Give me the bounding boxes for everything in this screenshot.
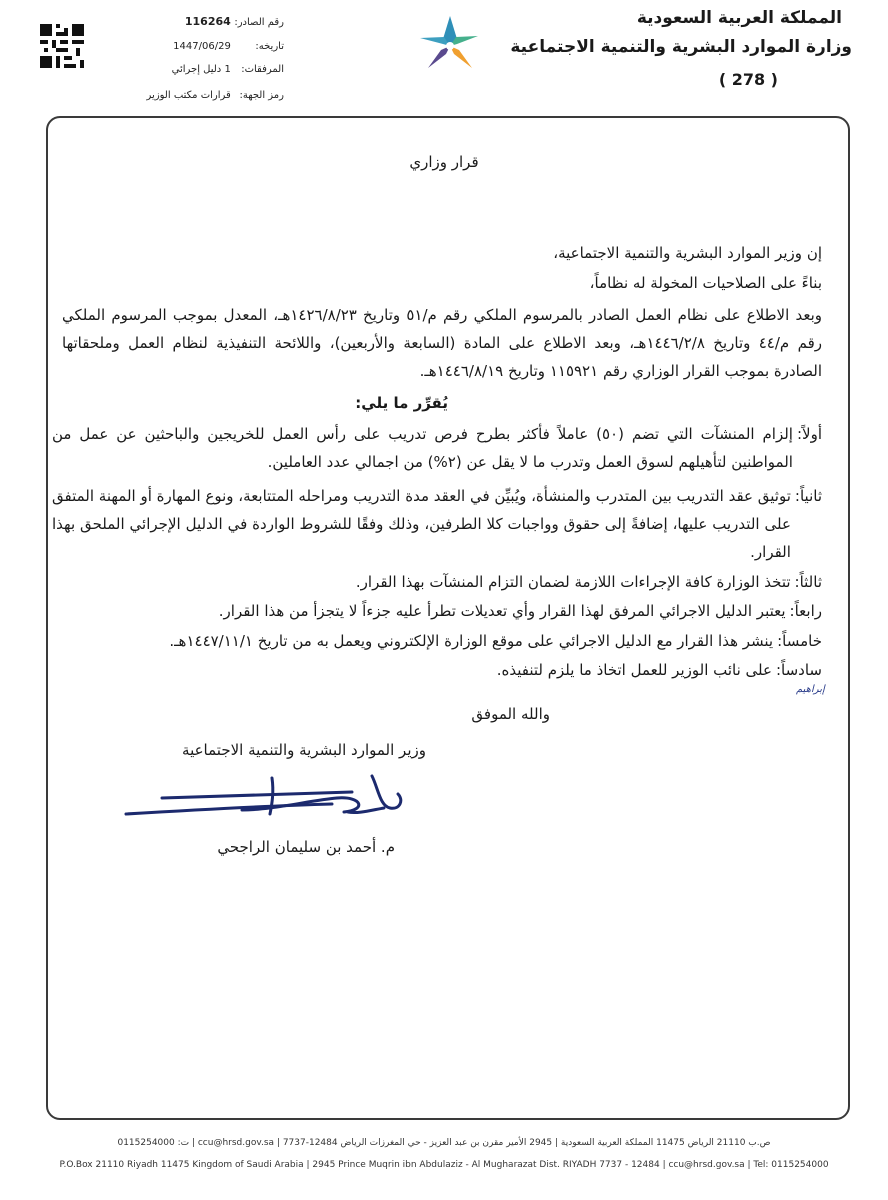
meta-value: 1447/06/29	[173, 41, 231, 52]
signature-stroke	[162, 792, 352, 798]
meta-value: قرارات مكتب الوزير	[146, 90, 231, 101]
clause-fourth	[52, 597, 822, 625]
qr-code-icon[interactable]	[40, 24, 84, 68]
signature-icon	[122, 770, 422, 830]
ministry-logo-icon	[404, 14, 496, 80]
meta-entity-code	[147, 90, 284, 101]
clause-label: ثالثاً:	[794, 573, 822, 591]
meta-date	[173, 41, 284, 52]
preamble-minister: إن وزير الموارد البشرية والتنمية الاجتماعية،	[553, 244, 822, 262]
signatory-title: وزير الموارد البشرية والتنمية الاجتماعية	[182, 741, 426, 759]
signature-stroke	[372, 776, 401, 808]
clause-text: توثيق عقد التدريب بين المتدرب والمنشأة، ويُبيِّن في العقد مدة التدريب ومراحله المتتابعة، ونوع المهارة أو المهنة المتفق على التدريب عليها، إضافةً إلى حقوق وواجبات كلا الطرفين، وذلك وفقًا للشروط الواردة في الدليل الإجرائي الملحق بهذا القرار.	[52, 487, 791, 561]
clause-text: تتخذ الوزارة كافة الإجراءات اللازمة لضمان التزام المنشآت بهذا القرار.	[355, 573, 791, 591]
document-number: ( 278 )	[718, 70, 778, 89]
meta-outgoing-number	[185, 15, 284, 28]
signature-stroke	[126, 804, 332, 814]
clause-label: رابعاً:	[789, 602, 822, 620]
kingdom-title: المملكة العربية السعودية	[636, 8, 842, 28]
meta-attachments	[172, 64, 284, 75]
preamble-authority: بناءً على الصلاحيات المخولة له نظاماً،	[589, 274, 822, 292]
clause-text: على نائب الوزير للعمل اتخاذ ما يلزم لتنفيذه.	[496, 661, 772, 679]
clause-label: ثانياً:	[794, 487, 822, 505]
clause-label: خامساً:	[777, 632, 822, 650]
meta-label: المرفقات:	[241, 64, 284, 75]
clause-text: إلزام المنشآت التي تضم (٥٠) عاملاً فأكثر بطرح فرص تدريب على رأس العمل للخريجين والباحثين عن عمل من المواطنين لتأهيلهم لسوق العمل وتدرب ما لا يقل عن (٢%) من اجمالي عدد العاملين.	[52, 425, 793, 471]
meta-value: 116264	[184, 15, 231, 28]
clause-text: يعتبر الدليل الاجرائي المرفق لهذا القرار وأي تعديلات تطرأ عليه جزءاً لا يتجزأ من هذا القرار.	[218, 602, 786, 620]
clause-third	[52, 568, 822, 596]
meta-label: رقم الصادر:	[234, 17, 284, 28]
ministry-title: وزارة الموارد البشرية والتنمية الاجتماعية	[510, 37, 852, 57]
logo-center	[446, 42, 454, 50]
logo-petal	[450, 46, 472, 68]
handwritten-initials: إبراهيم	[796, 684, 825, 695]
clause-second	[52, 482, 822, 566]
clause-fifth	[52, 627, 822, 655]
clause-first	[52, 420, 822, 476]
clause-label: أولاً:	[796, 425, 822, 443]
footer-address-english: P.O.Box 21110 Riyadh 11475 Kingdom of Saudi Arabia | 2945 Prince Muqrin ibn Abdulaziz - Al Mugharazat Dist. RIYADH 7737 - 12484 | ccu@hrsd.gov.sa | Tel: 0115254000	[59, 1160, 829, 1170]
meta-label: تاريخه:	[255, 41, 284, 52]
document-title: قرار وزاري	[409, 153, 479, 171]
clause-text: ينشر هذا القرار مع الدليل الاجرائي على موقع الوزارة الإلكتروني ويعمل به من تاريخ ١٤٤٧/١١/١هـ.	[169, 632, 774, 650]
meta-label: رمز الجهة:	[239, 90, 284, 101]
preamble-references: وبعد الاطلاع على نظام العمل الصادر بالمرسوم الملكي رقم م/٥١ وتاريخ ١٤٢٦/٨/٢٣هـ، المعدل بموجب المرسوم الملكي رقم م/٤٤ وتاريخ ١٤٤٦/٢/٨هـ، وبعد الاطلاع على المادة (السابعة والأربعين)، واللائحة التنفيذية لنظام العمل وملحقاتها الصادرة بموجب القرار الوزاري رقم ١١٥٩٢١ وتاريخ ١٤٤٦/٨/١٩هـ.	[62, 306, 822, 380]
footer-address-arabic: ص.ب 21110 الرياض 11475 المملكة العربية السعودية | 2945 الأمير مقرن بن عبد العزيز - حي المغرزات الرياض 12484-7737 | ccu@hrsd.gov.sa | ت: 0115254000	[117, 1138, 771, 1148]
logo-petal	[428, 46, 450, 68]
clause-sixth	[52, 656, 822, 684]
meta-value: 1 دليل إجرائي	[171, 64, 231, 75]
closing-phrase: والله الموفق	[471, 705, 550, 723]
decision-heading: يُقرِّر ما يلي:	[355, 394, 448, 412]
signatory-name: م. أحمد بن سليمان الراجحي	[217, 838, 395, 856]
clause-label: سادساً:	[775, 661, 822, 679]
